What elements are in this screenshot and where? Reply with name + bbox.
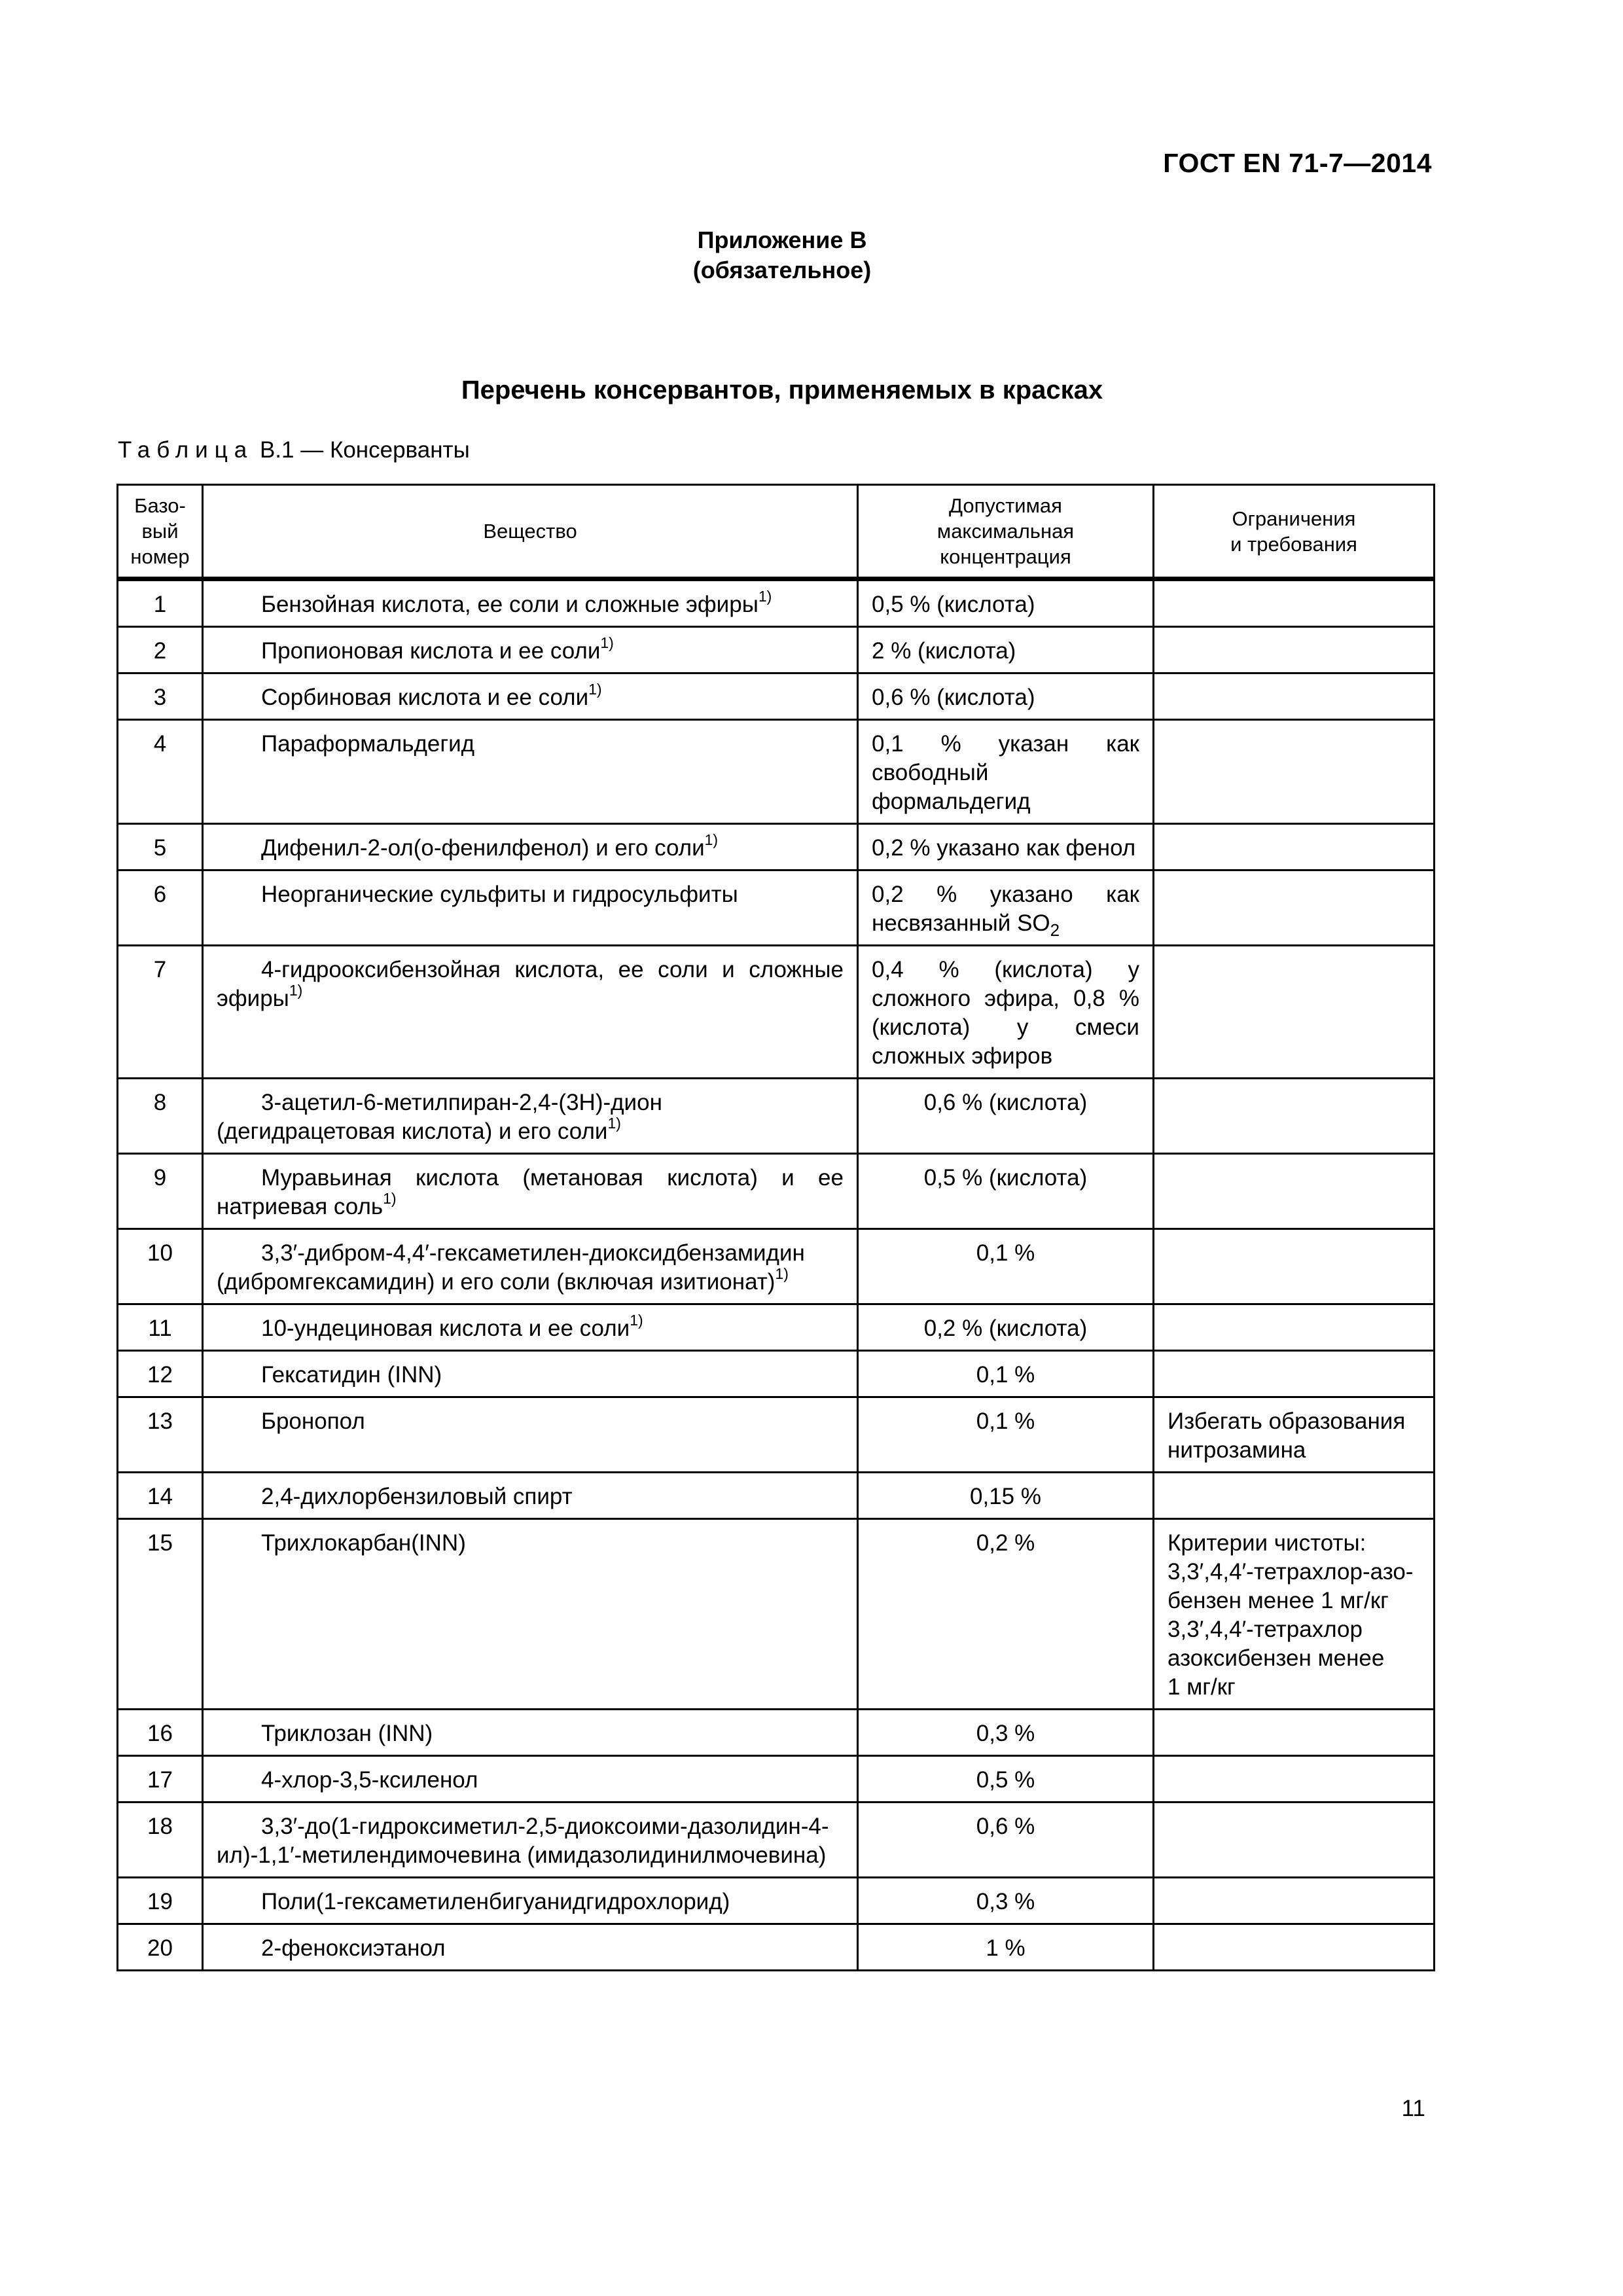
concentration-text: 0,2 % указано как несвязанный: [872, 882, 1139, 936]
row-number: 15: [118, 1519, 203, 1710]
row-requirements: [1154, 1519, 1435, 1710]
row-substance: Трихлокарбан(INN): [203, 1519, 858, 1710]
table-row: [118, 1519, 1435, 1710]
table-row: [118, 1473, 1435, 1519]
row-concentration: [858, 870, 1154, 946]
row-requirements: [1154, 1473, 1435, 1519]
row-substance: 4-хлор-3,5-ксиленол: [203, 1756, 858, 1803]
substance-text: Сорбиновая кислота и ее соли: [261, 685, 589, 710]
substance-text: Пропионовая кислота и ее соли: [261, 638, 601, 664]
row-concentration: 0,15 %: [858, 1473, 1154, 1519]
annex-heading: [0, 225, 1564, 285]
row-substance: [203, 1079, 858, 1154]
row-substance: [203, 1304, 858, 1351]
row-concentration: 0,5 % (кислота): [858, 579, 1154, 627]
header-requirements-line: и требования: [1230, 532, 1357, 556]
table-caption-rest: В.1 — Консерванты: [253, 437, 470, 463]
table-row: [118, 1756, 1435, 1803]
table-row: [118, 673, 1435, 720]
row-concentration: 1 %: [858, 1924, 1154, 1971]
row-concentration: 0,2 % указано как фенол: [858, 824, 1154, 870]
row-number: 18: [118, 1803, 203, 1878]
annex-status: (обязательное): [692, 257, 872, 283]
row-requirements: [1154, 1878, 1435, 1924]
row-number: 4: [118, 720, 203, 824]
footnote-mark: 1): [775, 1265, 789, 1283]
row-concentration: 0,2 %: [858, 1519, 1154, 1710]
requirement-line: 3,3′,4,4′-тетрахлор-азо-: [1168, 1559, 1414, 1585]
row-number: 20: [118, 1924, 203, 1971]
requirement-line: азоксибензен менее: [1168, 1645, 1385, 1671]
table-row: [118, 1878, 1435, 1924]
row-concentration: 2 % (кислота): [858, 627, 1154, 673]
table-row: [118, 1079, 1435, 1154]
row-requirements: [1154, 579, 1435, 627]
list-title: Перечень консервантов, применяемых в красках: [461, 376, 1103, 404]
row-concentration: 0,1 %: [858, 1229, 1154, 1304]
footnote-mark: 1): [607, 1115, 621, 1132]
row-number: 10: [118, 1229, 203, 1304]
preservatives-table-wrapper: [116, 484, 1433, 1971]
document-code: ГОСТ EN 71-7—2014: [1163, 148, 1432, 178]
row-concentration: 0,6 % (кислота): [858, 1079, 1154, 1154]
so2-formula: SO: [1017, 910, 1050, 936]
row-concentration: 0,5 % (кислота): [858, 1154, 1154, 1229]
row-substance: Поли(1-гексаметиленбигуанидгидрохлорид): [203, 1878, 858, 1924]
row-concentration: 0,5 %: [858, 1756, 1154, 1803]
row-number: 3: [118, 673, 203, 720]
row-substance: 3,3′-до(1-гидроксиметил-2,5-диоксоими-дазолидин-4-ил)-1,1′-метилендимочевина (имидазолидинилмочевина): [203, 1803, 858, 1878]
header-concentration: [858, 485, 1154, 579]
substance-text: Бензойная кислота, ее соли и сложные эфиры: [261, 592, 758, 617]
row-number: 9: [118, 1154, 203, 1229]
header-number-line: вый: [141, 520, 179, 543]
row-requirements: [1154, 1803, 1435, 1878]
header-number-line: номер: [130, 545, 190, 568]
table-caption: [118, 437, 470, 463]
row-substance: [203, 824, 858, 870]
footnote-mark: 1): [289, 982, 303, 999]
row-requirements: [1154, 673, 1435, 720]
row-concentration: 0,1 % указан как свободный формальдегид: [858, 720, 1154, 824]
so2-subscript: 2: [1050, 920, 1060, 940]
row-requirements: [1154, 1351, 1435, 1397]
row-requirements: [1154, 1079, 1435, 1154]
row-concentration: 0,6 % (кислота): [858, 673, 1154, 720]
table-row: [118, 1924, 1435, 1971]
row-number: 12: [118, 1351, 203, 1397]
table-row: [118, 720, 1435, 824]
row-requirements: [1154, 1710, 1435, 1756]
table-row: [118, 627, 1435, 673]
header-concentration-line: Допустимая: [949, 494, 1062, 517]
row-number: 17: [118, 1756, 203, 1803]
row-requirements: [1154, 627, 1435, 673]
substance-text: 4-гидрооксибензойная кислота, ее соли и сложные эфиры: [217, 957, 844, 1011]
row-substance: Бронопол: [203, 1397, 858, 1473]
row-concentration: 0,6 %: [858, 1803, 1154, 1878]
table-row: [118, 870, 1435, 946]
table-row: [118, 1351, 1435, 1397]
row-requirements: [1154, 1924, 1435, 1971]
requirement-line: 1 мг/кг: [1168, 1674, 1236, 1700]
substance-text: 10-ундециновая кислота и ее соли: [261, 1316, 630, 1341]
row-substance: [203, 627, 858, 673]
footnote-mark: 1): [600, 634, 614, 652]
header-number: [118, 485, 203, 579]
header-requirements-line: Ограничения: [1232, 507, 1356, 530]
row-requirements: [1154, 1229, 1435, 1304]
table-row: [118, 1397, 1435, 1473]
row-requirements: [1154, 946, 1435, 1079]
row-substance: Неорганические сульфиты и гидросульфиты: [203, 870, 858, 946]
row-concentration: 0,2 % (кислота): [858, 1304, 1154, 1351]
row-number: 16: [118, 1710, 203, 1756]
row-substance: Триклозан (INN): [203, 1710, 858, 1756]
annex-title: Приложение В: [697, 226, 867, 253]
footnote-mark: 1): [383, 1190, 397, 1208]
row-requirements: [1154, 1756, 1435, 1803]
row-substance: 2-феноксиэтанол: [203, 1924, 858, 1971]
row-requirements: [1154, 824, 1435, 870]
header-number-line: Базо-: [134, 494, 186, 517]
header-requirements: [1154, 485, 1435, 579]
row-number: 5: [118, 824, 203, 870]
substance-text: 3-ацетил-6-метилпиран-2,4-(3Н)-дион (дегидрацетовая кислота) и его соли: [217, 1090, 662, 1144]
header-concentration-line: максимальная: [936, 520, 1075, 543]
header-concentration-line: концентрация: [940, 545, 1071, 568]
row-concentration: 0,1 %: [858, 1397, 1154, 1473]
row-number: 11: [118, 1304, 203, 1351]
table-row: [118, 1154, 1435, 1229]
table-row: [118, 1304, 1435, 1351]
table-row: [118, 579, 1435, 627]
substance-text: Муравьиная кислота (метановая кислота) и ее натриевая соль: [217, 1165, 844, 1219]
row-substance: [203, 946, 858, 1079]
row-substance: 2,4-дихлорбензиловый спирт: [203, 1473, 858, 1519]
footnote-mark: 1): [588, 681, 602, 698]
requirement-line: 3,3′,4,4′-тетрахлор: [1168, 1617, 1363, 1642]
header-substance: Вещество: [203, 485, 858, 579]
substance-text: 3,3′-дибром-4,4′-гексаметилен-диоксидбензамидин (дибромгексамидин) и его соли (включая изитионат): [217, 1240, 805, 1295]
table-row: [118, 946, 1435, 1079]
preservatives-table: [116, 484, 1435, 1971]
row-number: 7: [118, 946, 203, 1079]
row-substance: Гексатидин (INN): [203, 1351, 858, 1397]
row-concentration: 0,3 %: [858, 1710, 1154, 1756]
row-number: 1: [118, 579, 203, 627]
row-number: 19: [118, 1878, 203, 1924]
requirement-line: бензен менее 1 мг/кг: [1168, 1588, 1389, 1613]
row-substance: [203, 673, 858, 720]
requirement-line: Критерии чистоты:: [1168, 1530, 1366, 1556]
row-substance: Параформальдегид: [203, 720, 858, 824]
row-requirements: [1154, 720, 1435, 824]
row-requirements: [1154, 1304, 1435, 1351]
row-requirements: [1154, 1154, 1435, 1229]
row-concentration: 0,3 %: [858, 1878, 1154, 1924]
row-number: 8: [118, 1079, 203, 1154]
table-row: [118, 1710, 1435, 1756]
table-row: [118, 824, 1435, 870]
row-substance: [203, 579, 858, 627]
row-number: 2: [118, 627, 203, 673]
substance-text: Дифенил-2-ол(о-фенилфенол) и его соли: [261, 835, 705, 861]
row-number: 14: [118, 1473, 203, 1519]
row-substance: [203, 1154, 858, 1229]
row-concentration: 0,4 % (кислота) у сложного эфира, 0,8 % (кислота) у смеси сложных эфиров: [858, 946, 1154, 1079]
footnote-mark: 1): [758, 588, 772, 605]
row-number: 13: [118, 1397, 203, 1473]
table-row: [118, 1229, 1435, 1304]
row-number: 6: [118, 870, 203, 946]
table-caption-prefix: Таблица: [118, 437, 254, 463]
row-substance: [203, 1229, 858, 1304]
page-number: 11: [1401, 2096, 1425, 2121]
footnote-mark: 1): [630, 1312, 643, 1329]
table-header-row: [118, 485, 1435, 579]
row-requirements: [1154, 870, 1435, 946]
footnote-mark: 1): [704, 831, 719, 849]
row-requirements: Избегать образования нитрозамина: [1154, 1397, 1435, 1473]
row-concentration: 0,1 %: [858, 1351, 1154, 1397]
table-row: [118, 1803, 1435, 1878]
